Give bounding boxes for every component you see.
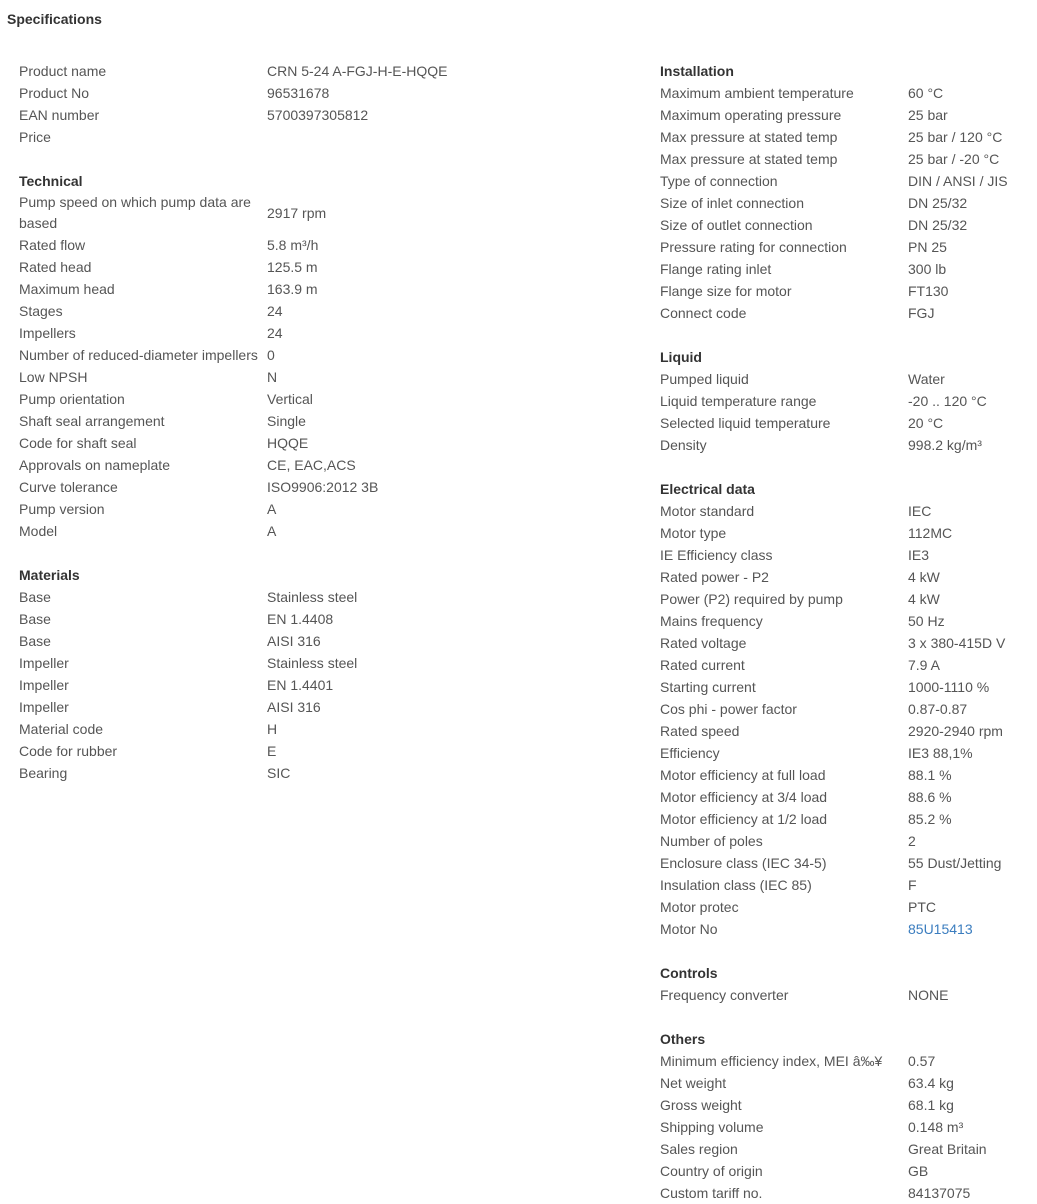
spec-label: Efficiency	[660, 744, 720, 761]
spec-label: Motor efficiency at full load	[660, 766, 826, 783]
spec-row	[660, 500, 1037, 522]
spec-value: 4 kW	[908, 590, 940, 607]
spec-value: 2917 rpm	[267, 204, 327, 221]
spec-label: Size of outlet connection	[660, 216, 813, 233]
spec-label: Minimum efficiency index, MEI â‰¥	[660, 1052, 883, 1069]
spec-row	[19, 104, 519, 126]
spec-label: Rated head	[19, 258, 92, 275]
spec-value: 25 bar / -20 °C	[908, 150, 1000, 167]
spec-value: GB	[908, 1162, 929, 1179]
spec-label: Selected liquid temperature	[660, 414, 831, 431]
spec-value: 3 x 380-415D V	[908, 634, 1006, 651]
spec-label: Enclosure class (IEC 34-5)	[660, 854, 827, 871]
spec-row	[660, 1138, 1037, 1160]
spec-label: Mains frequency	[660, 612, 763, 629]
spec-value: IE3 88,1%	[908, 744, 973, 761]
spec-value: 300 lb	[908, 260, 947, 277]
spec-label: Maximum head	[19, 280, 115, 297]
section-title: Installation	[660, 63, 734, 79]
spec-row	[660, 126, 1037, 148]
spec-label: Impellers	[19, 324, 76, 341]
spec-value: CE, EAC,ACS	[267, 456, 356, 473]
section-title: Materials	[19, 567, 80, 583]
section-technical	[19, 170, 519, 542]
spec-label: Cos phi - power factor	[660, 700, 797, 717]
spec-label: Product No	[19, 84, 90, 101]
spec-value: 84137075	[908, 1184, 971, 1201]
spec-row	[660, 632, 1037, 654]
spec-row	[660, 1160, 1037, 1182]
spec-label: Code for rubber	[19, 742, 118, 759]
spec-value: CRN 5-24 A-FGJ-H-E-HQQE	[267, 62, 448, 79]
spec-row	[19, 82, 519, 104]
spec-value: DN 25/32	[908, 216, 968, 233]
spec-label: Starting current	[660, 678, 756, 695]
spec-row	[19, 410, 519, 432]
spec-row	[660, 148, 1037, 170]
spec-value: 125.5 m	[267, 258, 318, 275]
spec-row	[660, 808, 1037, 830]
spec-row	[660, 280, 1037, 302]
spec-row	[660, 918, 1037, 940]
section-liquid	[660, 346, 1037, 456]
spec-row	[19, 60, 519, 82]
spec-row	[660, 676, 1037, 698]
spec-label: Impeller	[19, 676, 69, 693]
spec-label: Max pressure at stated temp	[660, 150, 838, 167]
spec-row	[660, 302, 1037, 324]
spec-value: NONE	[908, 986, 949, 1003]
spec-label: Impeller	[19, 654, 69, 671]
spec-value: IE3	[908, 546, 930, 563]
section-title: Others	[660, 1031, 706, 1047]
spec-label: Density	[660, 436, 707, 453]
spec-label: Base	[19, 632, 51, 649]
spec-label: Stages	[19, 302, 63, 319]
spec-label: Material code	[19, 720, 104, 737]
spec-label: Type of connection	[660, 172, 778, 189]
spec-row	[19, 674, 519, 696]
spec-label: Custom tariff no.	[660, 1184, 763, 1201]
spec-row	[660, 764, 1037, 786]
spec-value: 0	[267, 346, 275, 363]
spec-label: Number of poles	[660, 832, 763, 849]
spec-label: Motor protec	[660, 898, 739, 915]
right-spec-column	[660, 60, 1037, 1204]
spec-value: DN 25/32	[908, 194, 968, 211]
spec-value: 68.1 kg	[908, 1096, 954, 1113]
spec-label: Flange rating inlet	[660, 260, 772, 277]
spec-value: 4 kW	[908, 568, 940, 585]
spec-row	[19, 300, 519, 322]
spec-row	[660, 104, 1037, 126]
spec-label: Motor efficiency at 1/2 load	[660, 810, 828, 827]
spec-label: Approvals on nameplate	[19, 456, 170, 473]
spec-value: PN 25	[908, 238, 947, 255]
spec-row	[19, 762, 519, 784]
spec-row	[660, 896, 1037, 918]
section-others	[660, 1028, 1037, 1204]
spec-value: 25 bar / 120 °C	[908, 128, 1003, 145]
spec-row	[19, 432, 519, 454]
spec-label: Impeller	[19, 698, 69, 715]
spec-row	[19, 126, 519, 148]
spec-label: Model	[19, 522, 58, 539]
spec-value: 96531678	[267, 84, 330, 101]
spec-value: 112MC	[908, 524, 953, 541]
spec-value: 24	[267, 302, 283, 319]
spec-row	[660, 214, 1037, 236]
spec-label: Liquid temperature range	[660, 392, 817, 409]
spec-value: 0.148 m³	[908, 1118, 964, 1135]
spec-value: DIN / ANSI / JIS	[908, 172, 1008, 189]
spec-value: 60 °C	[908, 84, 944, 101]
spec-value: 85.2 %	[908, 810, 952, 827]
spec-row	[660, 192, 1037, 214]
spec-row	[660, 698, 1037, 720]
spec-row	[19, 696, 519, 718]
spec-row	[19, 322, 519, 344]
spec-value: 7.9 A	[908, 656, 940, 673]
spec-value: FT130	[908, 282, 949, 299]
spec-row	[660, 610, 1037, 632]
spec-label: Motor standard	[660, 502, 755, 519]
spec-value: -20 .. 120 °C	[908, 392, 987, 409]
spec-value-link[interactable]: 85U15413	[908, 920, 973, 937]
spec-row	[19, 520, 519, 542]
spec-label: Motor efficiency at 3/4 load	[660, 788, 828, 805]
spec-label: Pump orientation	[19, 390, 125, 407]
spec-value: A	[267, 500, 277, 517]
spec-row	[660, 874, 1037, 896]
page-title: Specifications	[7, 11, 102, 27]
spec-row	[660, 170, 1037, 192]
spec-row	[660, 368, 1037, 390]
spec-row	[660, 786, 1037, 808]
spec-row	[660, 236, 1037, 258]
spec-value: 2	[908, 832, 916, 849]
spec-value: HQQE	[267, 434, 309, 451]
spec-label: Maximum operating pressure	[660, 106, 842, 123]
spec-value: IEC	[908, 502, 932, 519]
spec-value: 88.1 %	[908, 766, 952, 783]
spec-row	[660, 1072, 1037, 1094]
spec-label: Size of inlet connection	[660, 194, 804, 211]
spec-label: Base	[19, 610, 51, 627]
spec-value: E	[267, 742, 277, 759]
spec-row	[660, 830, 1037, 852]
spec-value: 163.9 m	[267, 280, 318, 297]
spec-label: Max pressure at stated temp	[660, 128, 838, 145]
spec-label: Country of origin	[660, 1162, 763, 1179]
left-spec-column	[19, 60, 519, 784]
spec-row	[19, 344, 519, 366]
spec-value: SIC	[267, 764, 291, 781]
spec-label: Shaft seal arrangement	[19, 412, 165, 429]
spec-row	[19, 498, 519, 520]
spec-label: Power (P2) required by pump	[660, 590, 843, 607]
spec-label: Shipping volume	[660, 1118, 764, 1135]
spec-value: N	[267, 368, 278, 385]
section-electrical-data	[660, 478, 1037, 940]
spec-value: 63.4 kg	[908, 1074, 954, 1091]
spec-row	[660, 412, 1037, 434]
spec-row	[660, 566, 1037, 588]
spec-value: 50 Hz	[908, 612, 945, 629]
spec-row	[660, 82, 1037, 104]
spec-label: Rated voltage	[660, 634, 747, 651]
spec-row	[660, 258, 1037, 280]
spec-row	[19, 278, 519, 300]
spec-row	[19, 388, 519, 410]
spec-row	[660, 852, 1037, 874]
spec-label: Curve tolerance	[19, 478, 118, 495]
section-general	[19, 60, 519, 148]
spec-label: Insulation class (IEC 85)	[660, 876, 812, 893]
spec-label: Sales region	[660, 1140, 738, 1157]
section-title: Electrical data	[660, 481, 755, 497]
spec-value: 998.2 kg/m³	[908, 436, 982, 453]
spec-label: Connect code	[660, 304, 747, 321]
section-materials	[19, 564, 519, 784]
spec-value: FGJ	[908, 304, 935, 321]
spec-value: PTC	[908, 898, 936, 915]
spec-row	[660, 522, 1037, 544]
spec-label: Pumped liquid	[660, 370, 749, 387]
spec-label: Rated speed	[660, 722, 740, 739]
spec-label: Pump version	[19, 500, 105, 517]
spec-label: Product name	[19, 62, 107, 79]
spec-value: 24	[267, 324, 283, 341]
spec-value: 55 Dust/Jetting	[908, 854, 1002, 871]
spec-value: 88.6 %	[908, 788, 952, 805]
spec-value: Water	[908, 370, 945, 387]
spec-row	[19, 454, 519, 476]
spec-label: Low NPSH	[19, 368, 88, 385]
spec-label: Pump speed on which pump data are based	[19, 194, 251, 231]
spec-row	[19, 652, 519, 674]
spec-label: Flange size for motor	[660, 282, 792, 299]
spec-row	[19, 366, 519, 388]
spec-row	[660, 1182, 1037, 1204]
spec-value: 2920-2940 rpm	[908, 722, 1003, 739]
spec-value: EN 1.4408	[267, 610, 334, 627]
section-title: Technical	[19, 173, 83, 189]
section-controls	[660, 962, 1037, 1006]
spec-value: 5.8 m³/h	[267, 236, 319, 253]
spec-label: Net weight	[660, 1074, 727, 1091]
spec-row	[660, 390, 1037, 412]
spec-row	[660, 720, 1037, 742]
spec-value: 0.57	[908, 1052, 936, 1069]
spec-value: A	[267, 522, 277, 539]
spec-row	[19, 718, 519, 740]
spec-label: Rated current	[660, 656, 745, 673]
spec-row	[19, 630, 519, 652]
spec-label: Frequency converter	[660, 986, 789, 1003]
spec-row	[19, 608, 519, 630]
spec-value: AISI 316	[267, 632, 321, 649]
spec-label: Base	[19, 588, 51, 605]
spec-value: Great Britain	[908, 1140, 987, 1157]
spec-row	[19, 192, 519, 234]
spec-label: Bearing	[19, 764, 68, 781]
spec-label: Maximum ambient temperature	[660, 84, 854, 101]
spec-value: 25 bar	[908, 106, 948, 123]
spec-label: Motor No	[660, 920, 718, 937]
spec-row	[660, 654, 1037, 676]
spec-label: Price	[19, 128, 51, 145]
spec-value: 1000-1110 %	[908, 678, 990, 695]
section-installation	[660, 60, 1037, 324]
spec-row	[19, 476, 519, 498]
spec-value: Single	[267, 412, 306, 429]
spec-row	[19, 234, 519, 256]
spec-value: Stainless steel	[267, 654, 358, 671]
spec-row	[660, 588, 1037, 610]
spec-row	[19, 256, 519, 278]
spec-label: Gross weight	[660, 1096, 742, 1113]
spec-label: Code for shaft seal	[19, 434, 137, 451]
spec-label: EAN number	[19, 106, 100, 123]
spec-value: H	[267, 720, 278, 737]
spec-row	[19, 740, 519, 762]
spec-row	[660, 1094, 1037, 1116]
spec-label: Number of reduced-diameter impellers	[19, 346, 258, 363]
spec-label: IE Efficiency class	[660, 546, 773, 563]
spec-row	[660, 984, 1037, 1006]
spec-row	[660, 434, 1037, 456]
spec-label: Pressure rating for connection	[660, 238, 847, 255]
spec-row	[660, 1050, 1037, 1072]
spec-value: ISO9906:2012 3B	[267, 478, 379, 495]
section-title: Controls	[660, 965, 718, 981]
spec-row	[660, 742, 1037, 764]
spec-label: Rated power - P2	[660, 568, 769, 585]
spec-value: 0.87-0.87	[908, 700, 968, 717]
spec-value: EN 1.4401	[267, 676, 334, 693]
spec-value: AISI 316	[267, 698, 321, 715]
spec-label: Rated flow	[19, 236, 86, 253]
spec-row	[19, 586, 519, 608]
section-title: Liquid	[660, 349, 702, 365]
spec-value: 20 °C	[908, 414, 944, 431]
spec-value: F	[908, 876, 917, 893]
spec-row	[660, 544, 1037, 566]
spec-value: 5700397305812	[267, 106, 369, 123]
spec-row	[660, 1116, 1037, 1138]
spec-value: Vertical	[267, 390, 313, 407]
spec-value: Stainless steel	[267, 588, 358, 605]
spec-label: Motor type	[660, 524, 727, 541]
